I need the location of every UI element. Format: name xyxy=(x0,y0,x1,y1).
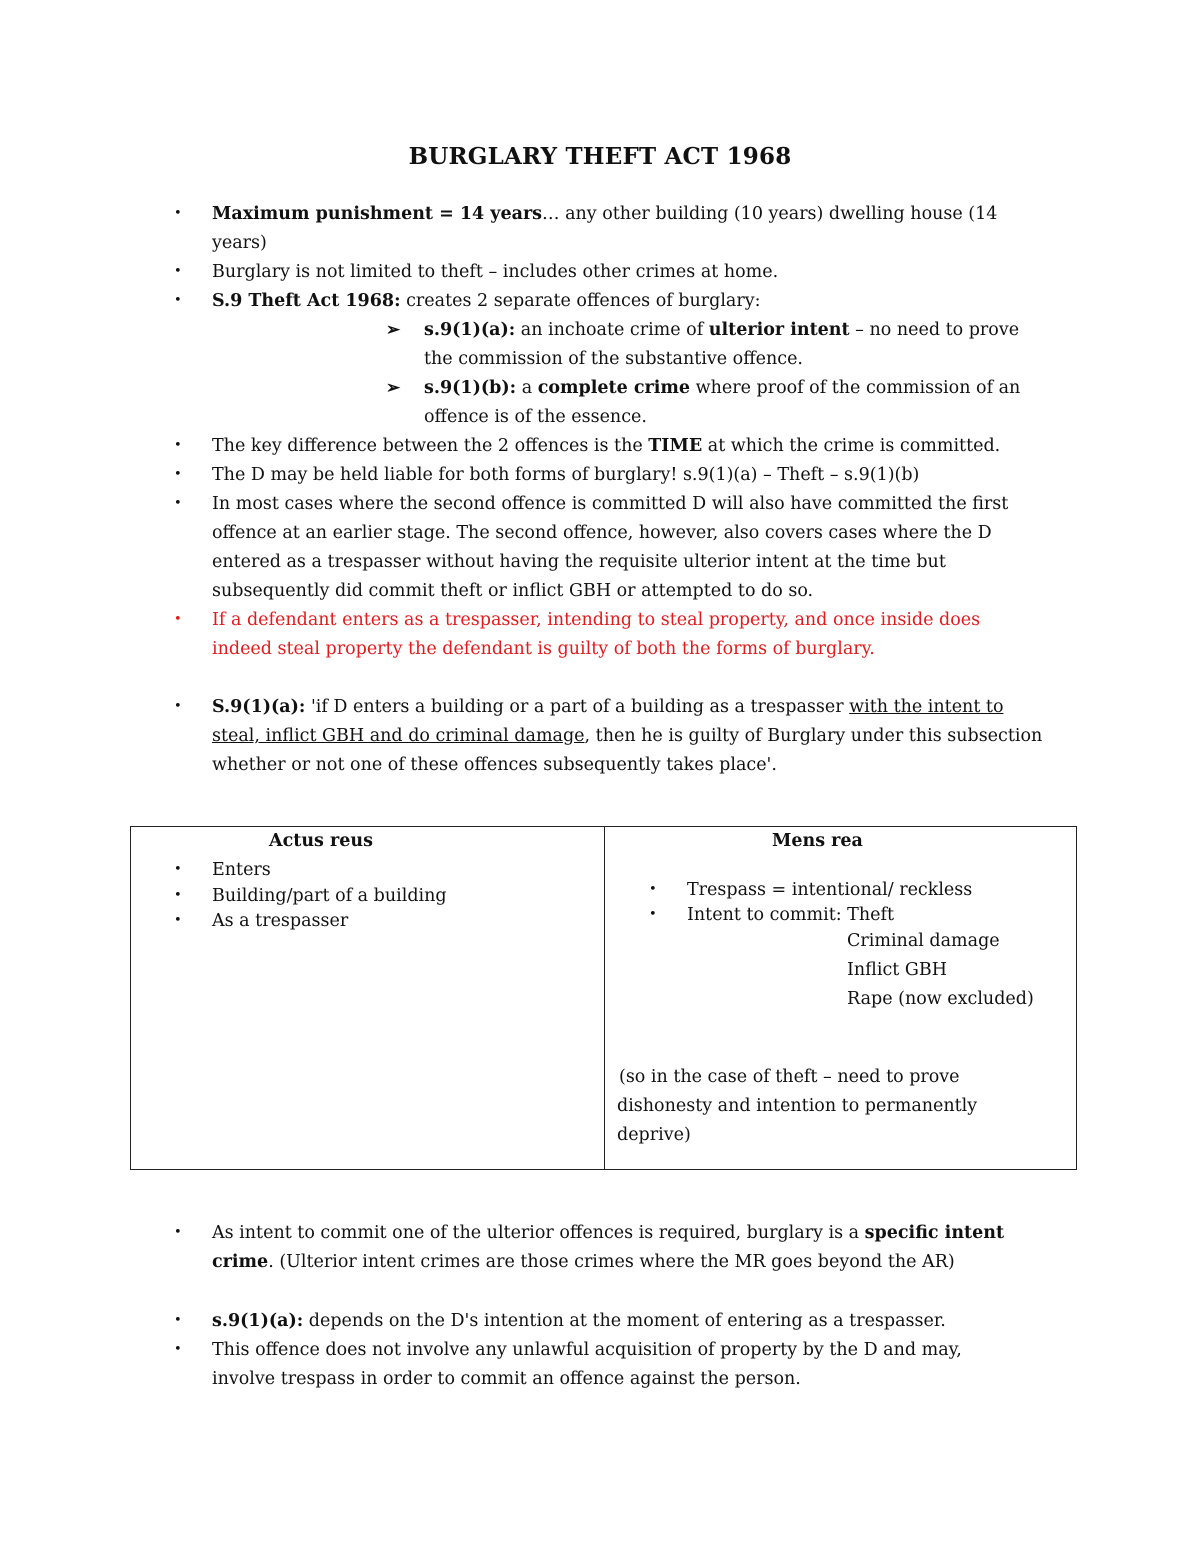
s9a-quote-line-3: whether or not one of these offences subsequently takes place'. xyxy=(212,755,777,775)
sub-a-text: an inchoate crime of xyxy=(515,320,709,340)
specific-intent-line-2 xyxy=(212,1251,955,1273)
mens-item: Trespass = intentional/ reckless xyxy=(687,880,973,900)
most-cases-line-1: In most cases where the second offence is committed D will also have committed the first xyxy=(212,494,1009,514)
actus-item: Building/part of a building xyxy=(212,886,447,906)
mens-rea-header: Mens rea xyxy=(772,831,863,851)
max-punishment-bold: Maximum punishment = 14 years xyxy=(212,204,543,224)
mens-rea-cell xyxy=(605,827,1077,1170)
red-note-line-2: indeed steal property the defendant is guilty of both the forms of burglary. xyxy=(212,639,875,659)
s9a-quote-line-2 xyxy=(212,725,1042,747)
specific-intent-line-1 xyxy=(212,1222,1004,1244)
bullet-icon: • xyxy=(174,612,182,627)
max-punishment-cont: years) xyxy=(212,233,267,253)
liable-line: The D may be held liable for both forms of burglary! s.9(1)(a) – Theft – s.9(1)(b) xyxy=(212,465,920,485)
bullet-icon: • xyxy=(174,264,182,279)
mens-subitem: Criminal damage xyxy=(847,931,1000,951)
bullet-icon: • xyxy=(174,206,182,221)
s9a-bold: S.9(1)(a): xyxy=(212,697,306,717)
bullet-icon: • xyxy=(174,862,182,877)
not-limited-line: Burglary is not limited to theft – includes other crimes at home. xyxy=(212,262,779,282)
actus-reus-cell xyxy=(131,827,605,1170)
sub-a-text2: – no need to prove xyxy=(849,320,1020,340)
s9-line xyxy=(212,290,761,312)
s9-text: creates 2 separate offences of burglary: xyxy=(400,291,761,311)
mens-note-line-2: dishonesty and intention to permanently xyxy=(617,1096,978,1116)
dep-bold: s.9(1)(a): xyxy=(212,1311,304,1331)
actus-item: Enters xyxy=(212,860,271,880)
s9a-underline-1: with the intent to xyxy=(849,697,1004,717)
s9a-text2: , then he is guilty of Burglary under this subsection xyxy=(584,726,1043,746)
bullet-icon: • xyxy=(174,467,182,482)
s9-bold: S.9 Theft Act 1968: xyxy=(212,291,401,311)
sub-a-bold: s.9(1)(a): xyxy=(424,320,516,340)
max-punishment-line xyxy=(212,203,997,225)
sub-b-text2: where proof of the commission of an xyxy=(690,378,1021,398)
offence-line-1: This offence does not involve any unlawful acquisition of property by the D and may, xyxy=(212,1340,962,1360)
most-cases-line-4: subsequently did commit theft or inflict GBH or attempted to do so. xyxy=(212,581,814,601)
bullet-icon: • xyxy=(174,496,182,511)
mens-item: Intent to commit: Theft xyxy=(687,905,894,925)
bullet-icon: • xyxy=(174,1342,182,1357)
actus-reus-header: Actus reus xyxy=(269,831,373,851)
key-difference-line xyxy=(212,435,1000,457)
sub-a-cont: the commission of the substantive offence. xyxy=(424,349,803,369)
spec-text: As intent to commit one of the ulterior offences is required, burglary is a xyxy=(212,1223,865,1243)
max-punishment-text: … any other building (10 years) dwelling house (14 xyxy=(542,204,998,224)
bullet-icon: • xyxy=(174,293,182,308)
sub-b-bold2: complete crime xyxy=(537,378,691,398)
bullet-icon: • xyxy=(174,1225,182,1240)
sub-b-text: a xyxy=(516,378,538,398)
most-cases-line-3: entered as a trespasser without having the requisite ulterior intent at the time but xyxy=(212,552,946,572)
key-text: The key difference between the 2 offences is the xyxy=(212,436,649,456)
key-bold: TIME xyxy=(648,436,703,456)
red-note-line-1: If a defendant enters as a trespasser, intending to steal property, and once inside does xyxy=(212,610,981,630)
actus-item: As a trespasser xyxy=(212,911,349,931)
s9a-underline-2: steal, inflict GBH and do criminal damage xyxy=(212,726,585,746)
arrow-bullet-icon: ➢ xyxy=(386,320,401,340)
sub-b-line xyxy=(424,377,1020,399)
spec-text2: . (Ulterior intent crimes are those crimes where the MR goes beyond the AR) xyxy=(268,1252,955,1272)
depends-line xyxy=(212,1310,946,1332)
spec-bold2: crime xyxy=(212,1252,269,1272)
bullet-icon: • xyxy=(174,699,182,714)
sub-a-bold2: ulterior intent xyxy=(708,320,850,340)
bullet-icon: • xyxy=(174,888,182,903)
sub-a-line xyxy=(424,319,1019,341)
most-cases-line-2: offence at an earlier stage. The second offence, however, also covers cases where the D xyxy=(212,523,992,543)
sub-b-bold: s.9(1)(b): xyxy=(424,378,517,398)
bullet-icon: • xyxy=(174,1313,182,1328)
mens-note-line-3: deprive) xyxy=(617,1125,691,1145)
bullet-icon: • xyxy=(174,438,182,453)
bullet-icon: • xyxy=(649,907,657,922)
s9a-quote-line-1 xyxy=(212,696,1004,718)
sub-b-cont: offence is of the essence. xyxy=(424,407,647,427)
mens-note-line-1: (so in the case of theft – need to prove xyxy=(619,1067,960,1087)
actus-mens-table xyxy=(130,826,1077,1170)
mens-subitem: Rape (now excluded) xyxy=(847,989,1034,1009)
mens-subitem: Inflict GBH xyxy=(847,960,947,980)
spec-bold: specific intent xyxy=(864,1223,1005,1243)
bullet-icon: • xyxy=(649,882,657,897)
key-text2: at which the crime is committed. xyxy=(702,436,1001,456)
page-title: BURGLARY THEFT ACT 1968 xyxy=(408,143,792,170)
s9a-text: 'if D enters a building or a part of a building as a trespasser xyxy=(305,697,850,717)
dep-text: depends on the D's intention at the moment of entering as a trespasser. xyxy=(303,1311,946,1331)
offence-line-2: involve trespass in order to commit an offence against the person. xyxy=(212,1369,801,1389)
bullet-icon: • xyxy=(174,913,182,928)
arrow-bullet-icon: ➢ xyxy=(386,378,401,398)
